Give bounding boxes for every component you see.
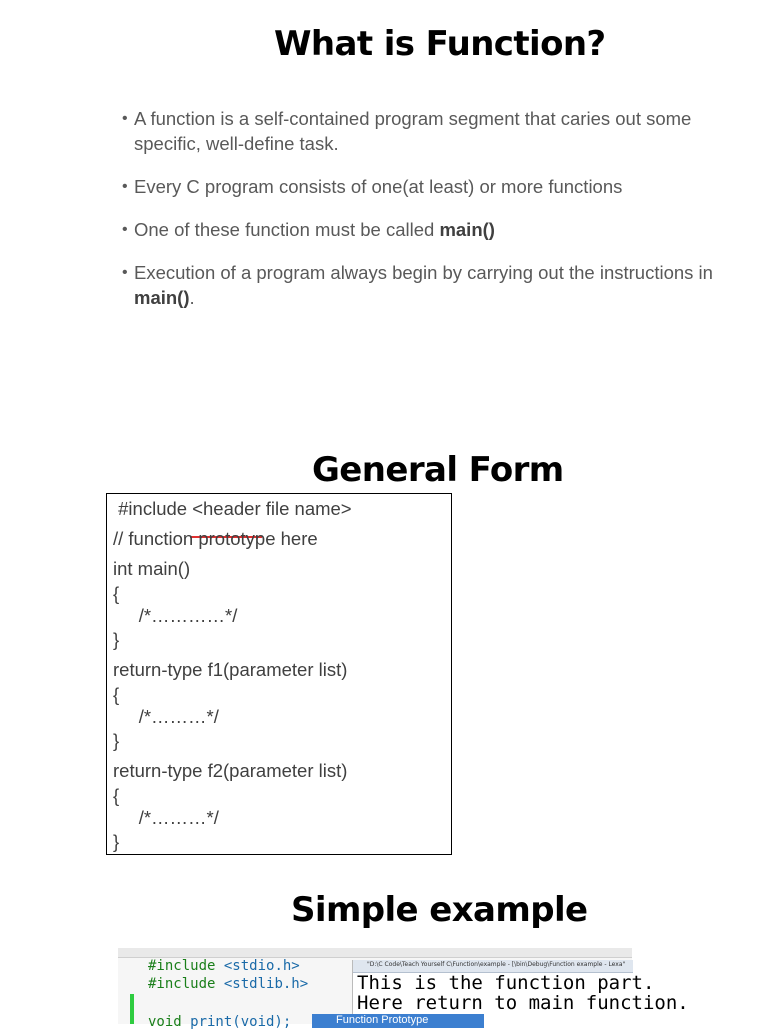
bullet-text: A function is a self-contained program segment that caries out some specific, well-define task. [134,108,692,154]
source-rest: <stdio.h> [215,958,300,974]
bullet-icon: • [122,110,128,127]
bullet-text: Execution of a program always begin by carrying out the instructions in [134,262,713,283]
source-keyword: #include [148,958,216,974]
editor-toolbar [118,948,632,958]
example-screenshot [118,948,689,1030]
code-line: } [113,831,120,852]
section-title-simple-example: Simple example [291,890,588,930]
code-line: { [113,583,120,604]
bullet-list [122,106,722,328]
page-title: What is Function? [274,24,606,64]
code-line: /*………*/ [113,706,219,727]
editor-gutter-marker [130,994,134,1024]
console-title: "D:\C Code\Teach Yourself C\Function\example - [\bin\Debug\Function example - Lexa" [367,961,626,968]
source-rest: print(void); [181,1014,292,1030]
bullet-bold: main() [439,219,495,240]
source-keyword: #include [148,976,216,992]
code-line: return-type f1(parameter list) [113,659,348,680]
bullet-icon: • [122,221,128,238]
bullet-item [122,217,722,242]
code-line: /*………*/ [113,807,219,828]
code-line: /*…………*/ [113,605,238,626]
source-line [148,1014,291,1030]
code-line: } [113,730,120,751]
bullet-item [122,260,722,310]
source-line [148,976,308,992]
code-line: int main() [113,558,191,579]
console-output-line: This is the function part. [357,972,655,994]
console-output-line: Here return to main function. [357,992,689,1014]
function-prototype-tag: Function Prototype [312,1014,484,1028]
bullet-item [122,174,722,199]
source-keyword: void [148,1014,182,1030]
bullet-text: One of these function must be called [134,219,440,240]
general-form-code-box [106,493,452,855]
source-rest: <stdlib.h> [215,976,309,992]
code-line: { [113,684,120,705]
code-line: // function prototype here [113,528,318,549]
bullet-suffix: . [189,287,195,308]
section-title-general-form: General Form [312,450,564,490]
bullet-icon: • [122,178,128,195]
code-line: } [113,629,120,650]
source-line [148,958,300,974]
code-line: #include <header file name> [113,498,352,519]
bullet-bold: main() [134,287,190,308]
code-line: { [113,785,120,806]
code-line: return-type f2(parameter list) [113,760,348,781]
bullet-icon: • [122,264,128,281]
bullet-text: Every C program consists of one(at least) or more functions [134,176,623,197]
bullet-item [122,106,722,156]
